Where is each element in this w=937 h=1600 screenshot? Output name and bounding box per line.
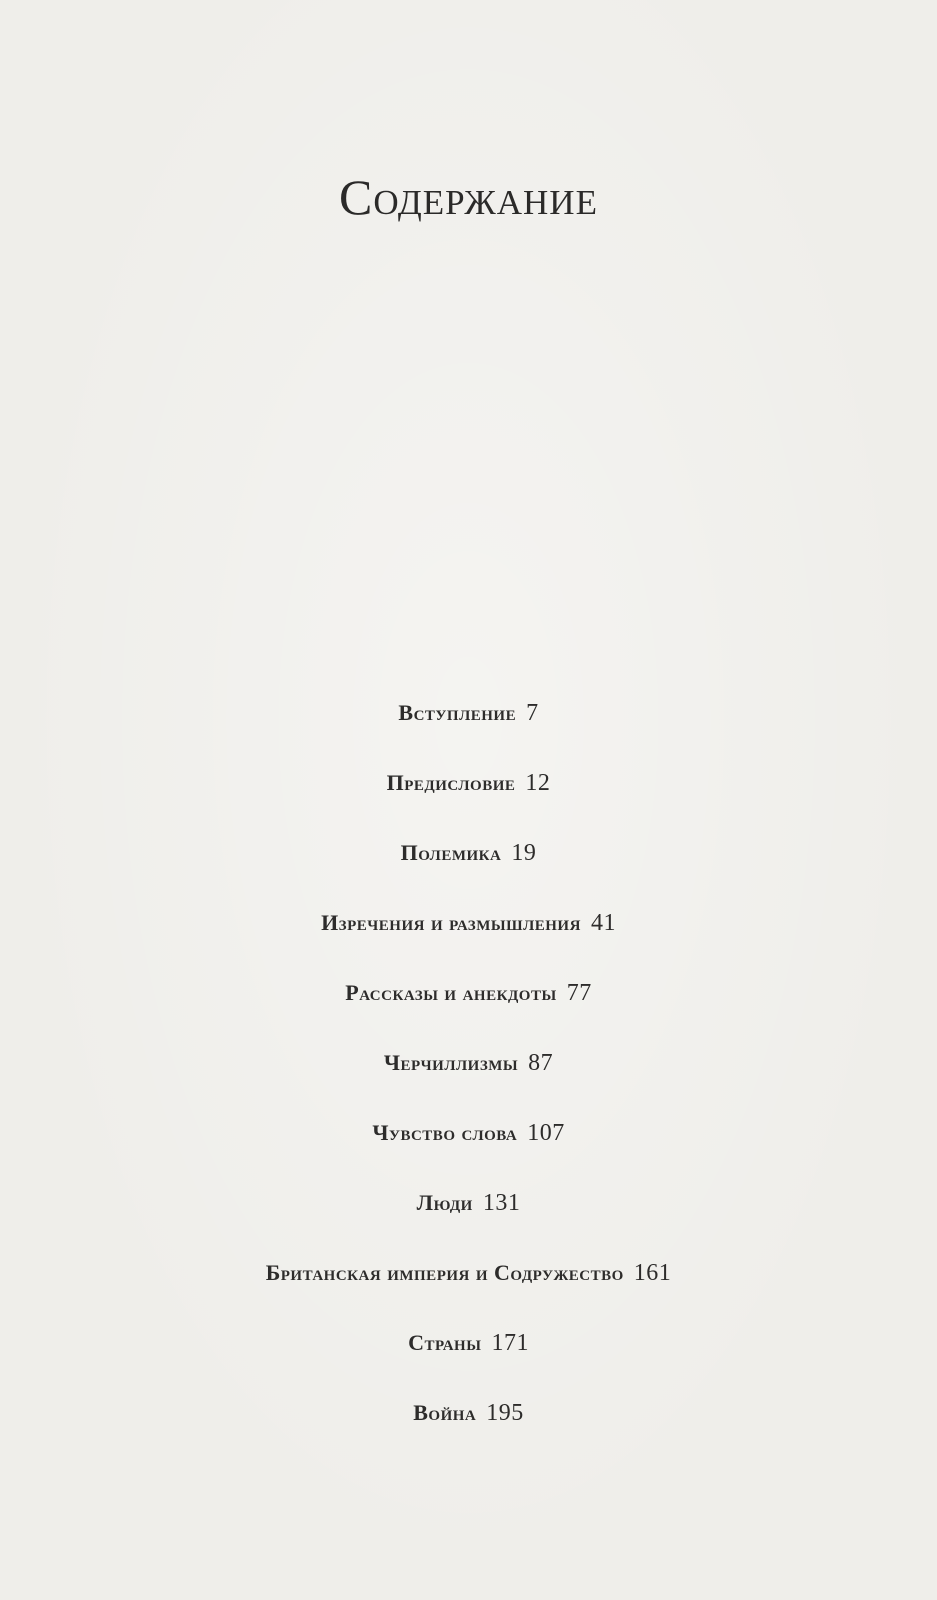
toc-entry-label: Черчиллизмы [383, 1050, 519, 1075]
toc-entry-page: 7 [526, 700, 539, 726]
page-title: Содержание [339, 169, 598, 225]
toc-entry-label: Изречения и размышления [321, 910, 581, 935]
toc-entry[interactable] [0, 910, 937, 937]
toc-entry-label: Британская империя и Содружество [265, 1260, 624, 1285]
toc-entry-page: 12 [525, 770, 551, 796]
toc-entry[interactable] [0, 1330, 937, 1357]
toc-entry[interactable] [0, 980, 937, 1007]
toc-entry-page: 131 [482, 1190, 521, 1216]
toc-entry[interactable] [0, 1260, 937, 1287]
toc-entry-label: Вступление [398, 700, 517, 725]
toc-entry-page: 195 [486, 1400, 524, 1426]
toc-entry[interactable] [0, 1190, 937, 1217]
toc-entry[interactable] [0, 1050, 937, 1077]
toc-entry-page: 19 [511, 840, 537, 866]
toc-entry[interactable] [0, 700, 937, 727]
toc-entry[interactable] [0, 840, 937, 867]
toc-entry-label: Чувство слова [372, 1120, 518, 1145]
toc-entry-label: Рассказы и анекдоты [345, 980, 557, 1005]
toc-entry[interactable] [0, 1120, 937, 1147]
toc-entry-label: Война [413, 1400, 477, 1425]
toc-entry[interactable] [0, 1400, 937, 1427]
toc-entry-page: 161 [633, 1260, 672, 1286]
toc-entry-label: Люди [416, 1190, 473, 1215]
toc-entry-page: 41 [590, 910, 616, 936]
toc-entry-page: 77 [566, 980, 592, 1006]
toc-entry-page: 171 [491, 1330, 529, 1356]
toc-entry-page: 87 [528, 1050, 554, 1076]
toc-entry-label: Предисловие [386, 770, 516, 795]
toc-entry[interactable] [0, 770, 937, 797]
toc-entry-label: Страны [408, 1330, 482, 1355]
toc-entry-label: Полемика [400, 840, 502, 865]
toc-entry-page: 107 [527, 1120, 565, 1146]
